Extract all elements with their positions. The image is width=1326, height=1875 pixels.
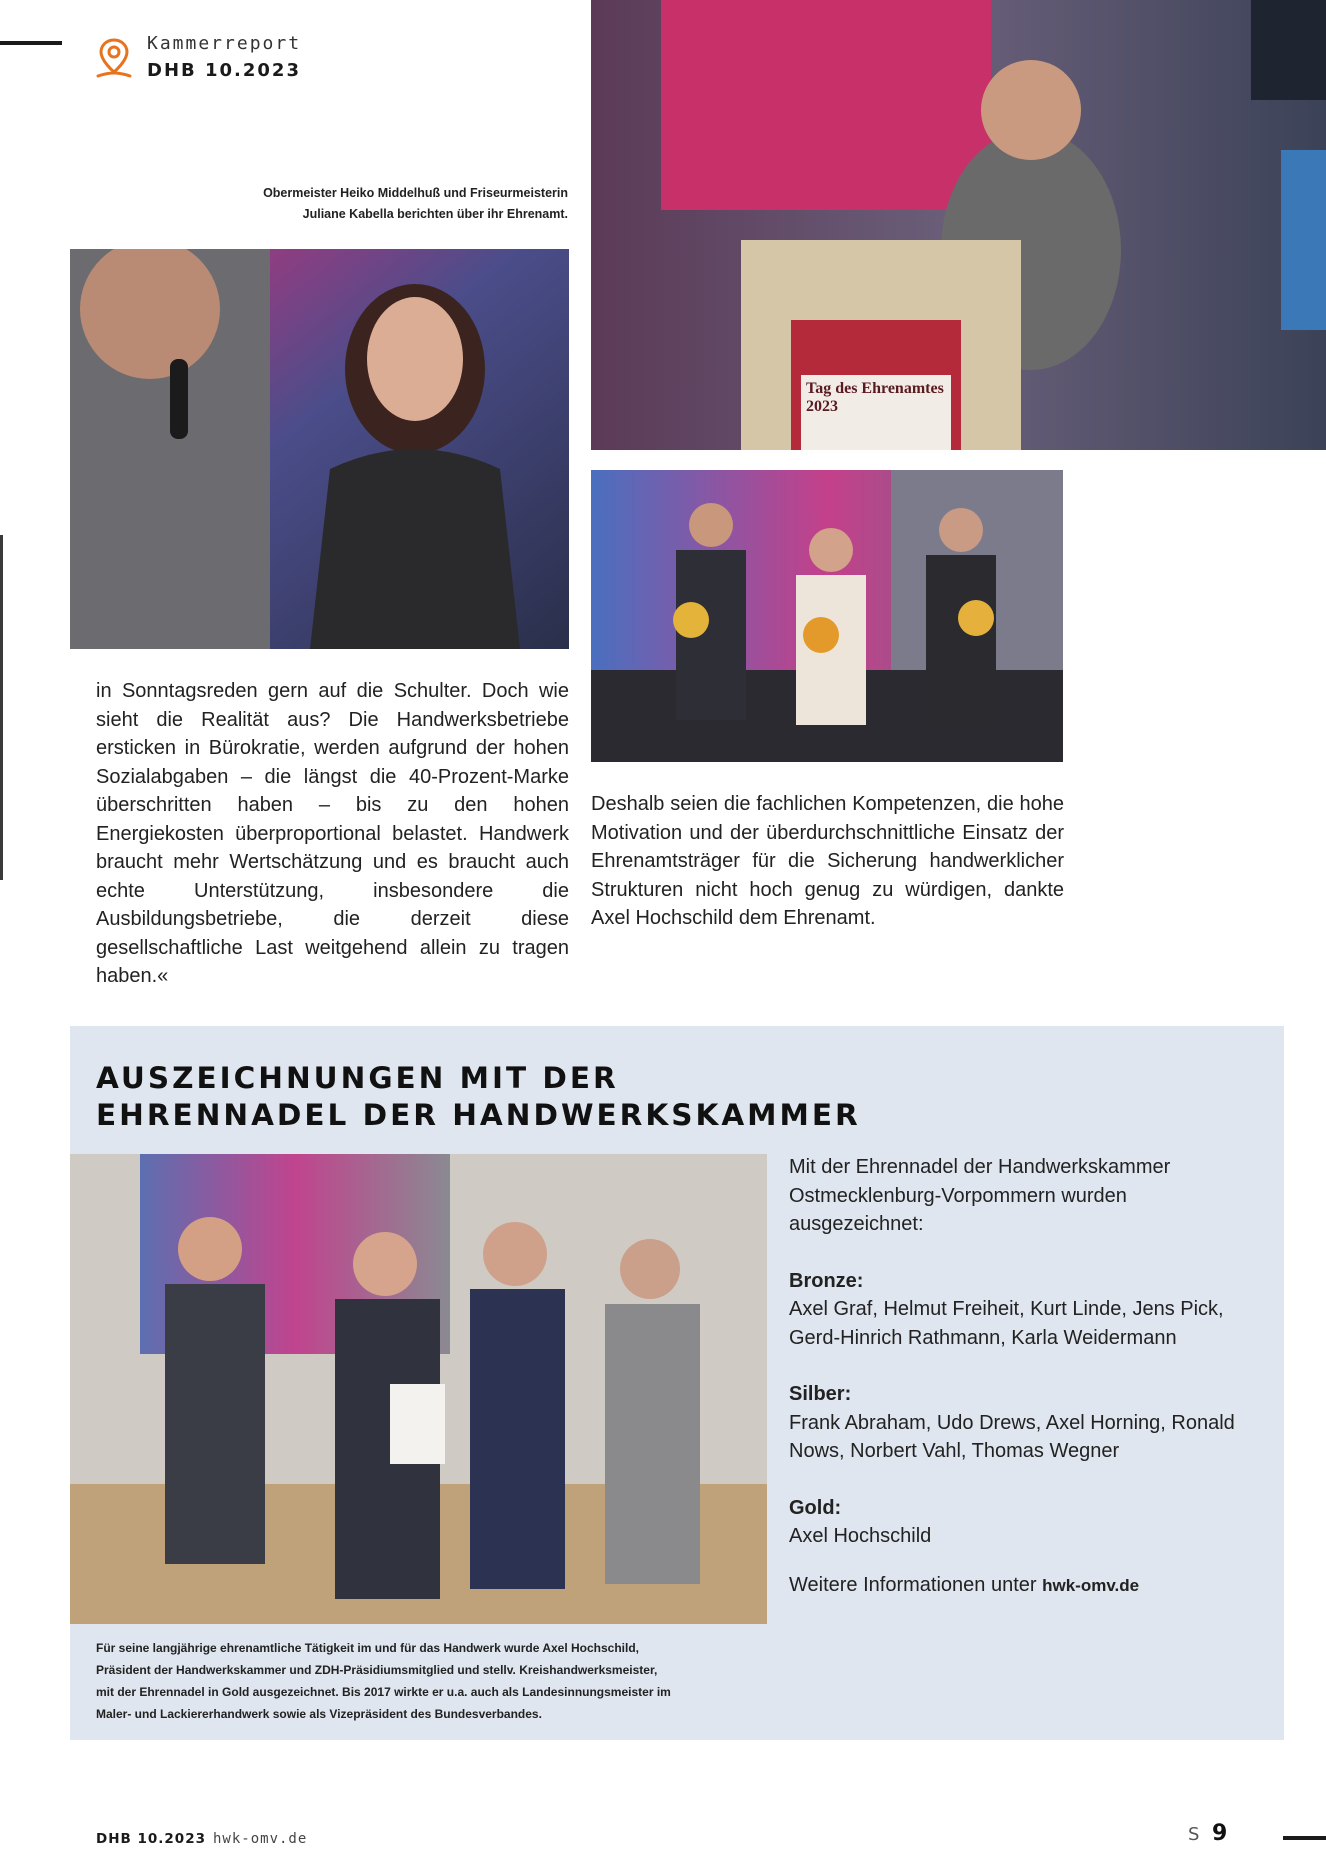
- awards-list: [789, 1153, 1249, 1600]
- silver-label: Silber:: [789, 1383, 852, 1405]
- top-left-rule: [0, 41, 62, 45]
- podium-sign-text: Tag des Ehrenamtes 2023: [806, 380, 944, 415]
- issue-label: DHB 10.2023: [147, 60, 301, 81]
- footer-page-number: 9: [1212, 1821, 1228, 1846]
- more-info-text: Weitere Informationen unter: [789, 1573, 1037, 1596]
- awards-box-title-line2: EHRENNADEL DER HANDWERKSKAMMER: [96, 1098, 861, 1132]
- footer-url[interactable]: hwk-omv.de: [213, 1831, 308, 1847]
- footer-issue: DHB 10.2023: [96, 1831, 206, 1847]
- awards-box-title-line1: AUSZEICHNUNGEN MIT DER: [96, 1061, 619, 1095]
- photo-ehrennadel-group: [70, 1154, 767, 1624]
- awards-photo-caption: Für seine langjährige ehrenamtliche Tätigkeit im und für das Handwerk wurde Axel Hochschild, Präsident der Handwerkskammer und ZDH-Präsidiumsmitglied und stellv. Kreishandwerksmeister, mit der Ehrennadel in Gold ausgezeichnet. Bis 2017 wirkte er u.a. auch als Landesinnungsmeister im Maler- und Lackiererhandwerk sowie als Vizepräsident des Bundesverbandes.: [96, 1641, 671, 1721]
- footer-page-prefix: S: [1188, 1824, 1200, 1845]
- photo-caption-top: Obermeister Heiko Middelhuß und Friseurmeisterin Juliane Kabella berichten über ihr Ehrenamt.: [263, 186, 568, 221]
- photo-speaker-podium: [591, 0, 1326, 450]
- left-edge-line: [0, 535, 3, 880]
- bronze-label: Bronze:: [789, 1269, 864, 1292]
- gold-names: Axel Hochschild: [789, 1525, 932, 1547]
- article-text-left: in Sonntagsreden gern auf die Schulter. Doch wie sieht die Realität aus? Die Handwerksbetriebe ersticken in Bürokratie, werden aufgrund der hohen Sozialabgaben – die längst die 40-Prozent-Marke überschritten haben – bis zu den hohen Energiekosten überproportional belastet. Handwerk braucht mehr Wertschätzung und es braucht auch echte Unterstützung, insbesondere die Ausbildungsbetriebe, die derzeit diese gesellschaftliche Last weitgehend allein zu tragen haben.«: [96, 680, 569, 987]
- photo-interview: [70, 249, 569, 649]
- article-text-right: Deshalb seien die fachlichen Kompetenzen, die hohe Motivation und der überdurchschnittliche Einsatz der Ehrenamtsträger für die Sicherung handwerklicher Strukturen nicht hoch genug zu würdigen, dankte Axel Hochschild dem Ehrenamt.: [591, 793, 1064, 929]
- photo-three-honorees: [591, 470, 1063, 762]
- location-pin-icon: [94, 36, 134, 82]
- website-link[interactable]: hwk-omv.de: [1042, 1575, 1140, 1595]
- awards-box-title: [96, 1060, 996, 1134]
- section-label: Kammerreport: [147, 33, 302, 54]
- awards-intro: Mit der Ehrennadel der Handwerkskammer Ostmecklenburg-Vorpommern wurden ausgezeichnet:: [789, 1156, 1171, 1235]
- gold-label: Gold:: [789, 1496, 842, 1519]
- bronze-names: Axel Graf, Helmut Freiheit, Kurt Linde, Jens Pick, Gerd-Hinrich Rathmann, Karla Weidermann: [789, 1298, 1224, 1349]
- silver-names: Frank Abraham, Udo Drews, Axel Horning, Ronald Nows, Norbert Vahl, Thomas Wegner: [789, 1411, 1235, 1462]
- footer-rule: [1283, 1836, 1326, 1840]
- more-info: [789, 1571, 1249, 1601]
